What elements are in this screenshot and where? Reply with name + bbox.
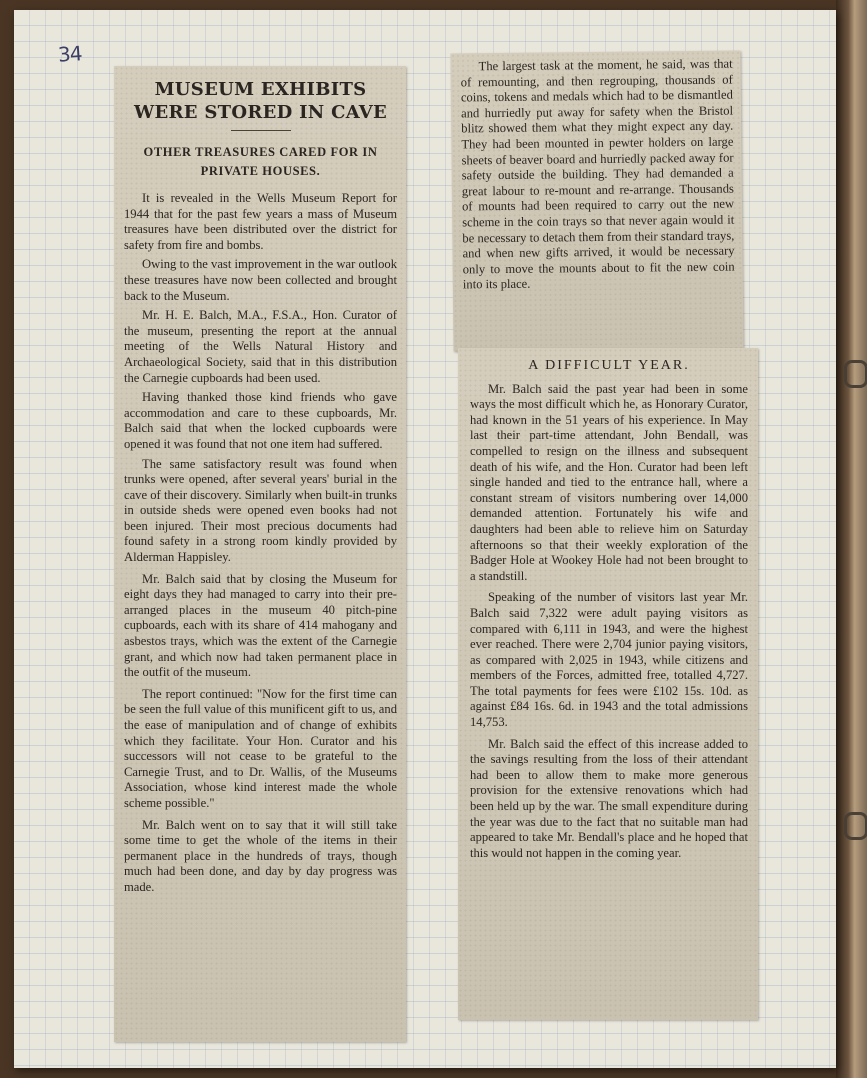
news-clipping-right-bottom (458, 348, 758, 1020)
article-paragraph: Mr. Balch said that by closing the Museum for eight days they had managed to carry into their pre-arranged places in the museum 40 pitch-pine cupboards, each with its share of 414 mahogany and asbestos trays, which was the extent of the Carnegie grant, and which now had taken permanent place in the outfit of the museum. (124, 571, 397, 680)
article-paragraph: Mr. Balch went on to say that it will still take some time to get the whole of the items in their permanent place in the hundreds of trays, though much had been done, and day by day progress was made. (124, 817, 397, 894)
article-paragraph: Mr. Balch said the past year had been in some ways the most difficult which he, as Honorary Curator, had known in the 51 years of his experience. In May last their part-time attendant, John Bendall, was compelled to resign on the illness and subsequent death of his wife, and the Hon. Curator had been left single handed and tied to the entrance hall, where a constant stream of visitors numbering over 14,000 demanded attention. Fortunately his wife and daughters had been able to relieve him on Saturday afternoons so that their weekly exploration of the Badger Hole at Wookey Hole had not been brought to a standstill. (470, 381, 748, 583)
article-subheading: OTHER TREASURES CARED FOR IN PRIVATE HOUSES. (143, 145, 378, 178)
article-paragraph: Having thanked those kind friends who gave accommodation and care to these cupboards, Mr. Balch said that when the locked cupboards were opened it was found that not one item had suffered. (124, 390, 397, 451)
article-paragraph: Owing to the vast improvement in the war outlook these treasures have now been collected and brought back to the Museum. (124, 257, 397, 303)
article-headline: MUSEUM EXHIBITS WERE STORED IN CAVE (133, 79, 387, 123)
page-number: 34 (57, 41, 83, 67)
article-paragraph: The same satisfactory result was found when trunks were opened, after several years' burial in the cave of their discovery. Similarly when built-in trunks in outside sheds were opened even books had not been injured. Their most precious documents had found safety in a strong room kindly provided by Alderman Happisley. (124, 456, 397, 565)
section-crosshead: A DIFFICULT YEAR. (528, 358, 690, 373)
article-paragraph: The largest task at the moment, he said, was that of remounting, and then regrouping, thousands of coins, tokens and medals which had to be dismantled and hurriedly put away for safety when the Bristol blitz showed them what they might expect any day. They had been mounted in pewter holders on large sheets of beaver board and hurriedly packed away for safety outside the building. They had demanded a great labour to re-mount and re-arrange. Thousands of mounts had been required to carry out the new scheme in the coin trays so that never again would it be necessary to detach them from their standard trays, and when new gifts arrived, it would be necessary only to move the mounts about to fit the new coin into its place. (460, 56, 735, 292)
news-clipping-right-top (450, 50, 743, 351)
article-paragraph: Speaking of the number of visitors last year Mr. Balch said 7,322 were adult paying visitors as compared with 6,111 in 1943, and were the highest ever reached. There were 2,704 junior paying visitors, as compared with 2,025 in 1943, while citizens and members of the Forces, admitted free, totalled 4,727. The total payments for fees were £102 15s. 10d. as against £84 16s. 6d. in 1943 and the total admissions 14,753. (470, 590, 748, 730)
news-clipping-left (114, 66, 406, 1042)
binding-ring (844, 812, 867, 840)
scrapbook-binding (836, 0, 867, 1078)
article-paragraph: The report continued: "Now for the first time can be seen the full value of this munificent gift to us, and the ease of manipulation and of change of exhibits which they facilitate. Your Hon. Curator and his successors will not cease to be grateful to the Carnegie Trust, and to Dr. Wallis, of the Museums Association, whose kind interest made the whole scheme possible." (124, 686, 397, 810)
headline-rule (231, 130, 291, 131)
article-paragraph: Mr. Balch said the effect of this increase added to the savings resulting from the loss of their attendant had been to allow them to make more generous provision for the extensive renovations which had been held up by the war. The small expenditure during the year was due to the fact that no suitable man had appeared to take Mr. Bendall's place and he hoped that this would not happen in the coming year. (470, 736, 748, 860)
article-paragraph: Mr. H. E. Balch, M.A., F.S.A., Hon. Curator of the museum, presenting the report at the annual meeting of the Wells Natural History and Archaeological Society, said that in this distribution the Carnegie cupboards had been used. (124, 308, 397, 385)
binding-ring (844, 360, 867, 388)
article-paragraph: It is revealed in the Wells Museum Report for 1944 that for the past few years a mass of Museum treasures have been distributed over the district for safety from fire and bombs. (124, 191, 397, 252)
